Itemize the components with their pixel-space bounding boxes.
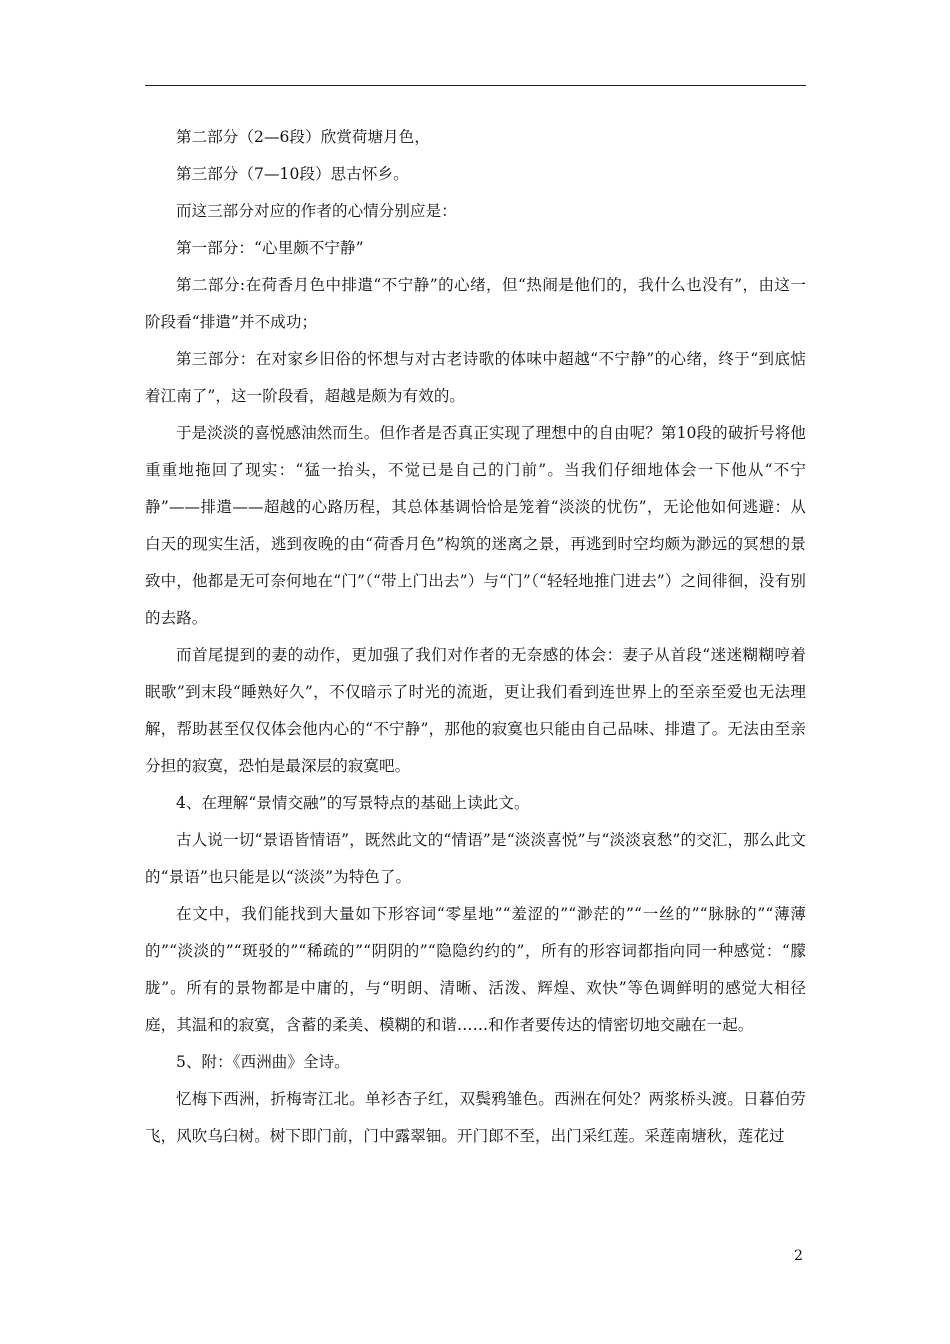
heading-section-5: 5、附：《西洲曲》全诗。 bbox=[176, 1053, 350, 1071]
paragraph-mood-intro: 而这三部分对应的作者的心情分别应是： bbox=[176, 202, 457, 220]
paragraph-poem: 忆梅下西洲，折梅寄江北。单衫杏子红，双鬓鸦雏色。西洲在何处？两浆桥头渡。日暮伯劳飞，风吹乌臼树。树下即门前，门中露翠钿。开门郎不至，出门采红莲。采莲南塘秋，莲花过 bbox=[145, 1090, 806, 1145]
paragraph-joy: 于是淡淡的喜悦感油然而生。但作者是否真正实现了理想中的自由呢？第10段的破折号将他重重地拖回了现实：“猛一抬头，不觉已是自己的门前”。当我们仔细地体会一下他从“不宁静”——排遣——超越的心路历程，其总体基调恰恰是笼着“淡淡的忧伤”，无论他如何逃避：从白天的现实生活，逃到夜晚的由“荷香月色”构筑的迷离之景，再逃到时空均颇为渺远的冥想的景致中，他都是无可奈何地在“门”（“带上门出去”）与“门”（“轻轻地推门进去”）之间徘徊，没有别的去路。 bbox=[145, 424, 806, 627]
paragraph-mood-two: 第二部分:在荷香月色中排遣“不宁静”的心绪，但“热闹是他们的，我什么也没有”，由这一阶段看“排遣”并不成功； bbox=[145, 276, 806, 331]
paragraph-wife: 而首尾提到的妻的动作，更加强了我们对作者的无奈感的体会：妻子从首段“迷迷糊糊哼着眠歌”到末段“睡熟好久”，不仅暗示了时光的流逝，更让我们看到连世界上的至亲至爱也无法理解，帮助甚至仅仅体会他内心的“不宁静”，那他的寂寞也只能由自己品味、排遣了。无法由至亲分担的寂寞，恐怕是最深层的寂寞吧。 bbox=[145, 646, 806, 775]
heading-section-4: 4、在理解“景情交融”的写景特点的基础上读此文。 bbox=[176, 794, 530, 812]
header-rule bbox=[145, 85, 806, 86]
paragraph-part-two: 第二部分（2—6段）欣赏荷塘月色， bbox=[176, 128, 430, 146]
paragraph-part-three: 第三部分（7—10段）思古怀乡。 bbox=[176, 165, 409, 183]
page-number: 2 bbox=[794, 1248, 803, 1264]
paragraph-mood-three: 第三部分：在对家乡旧俗的怀想与对古老诗歌的体味中超越“不宁静”的心绪，终于“到底惦着江南了”，这一阶段看，超越是颇为有效的。 bbox=[145, 350, 806, 405]
document-body bbox=[145, 119, 806, 1155]
paragraph-scenery-emotion: 古人说一切“景语皆情语”，既然此文的“情语”是“淡淡喜悦”与“淡淡哀愁”的交汇，那么此文的“景语”也只能是以“淡淡”为特色了。 bbox=[145, 831, 806, 886]
paragraph-mood-one: 第一部分：“心里颇不宁静” bbox=[176, 239, 364, 257]
paragraph-adjectives: 在文中，我们能找到大量如下形容词“零星地”“羞涩的”“渺茫的”“一丝的”“脉脉的”“薄薄的”“淡淡的”“斑驳的”“稀疏的”“阴阴的”“隐隐约约的”，所有的形容词都指向同一种感觉：“朦胧”。所有的景物都是中庸的，与“明朗、清晰、活泼、辉煌、欢快”等色调鲜明的感觉大相径庭，其温和的寂寞，含蓄的柔美、模糊的和谐……和作者要传达的情密切地交融在一起。 bbox=[145, 905, 806, 1034]
